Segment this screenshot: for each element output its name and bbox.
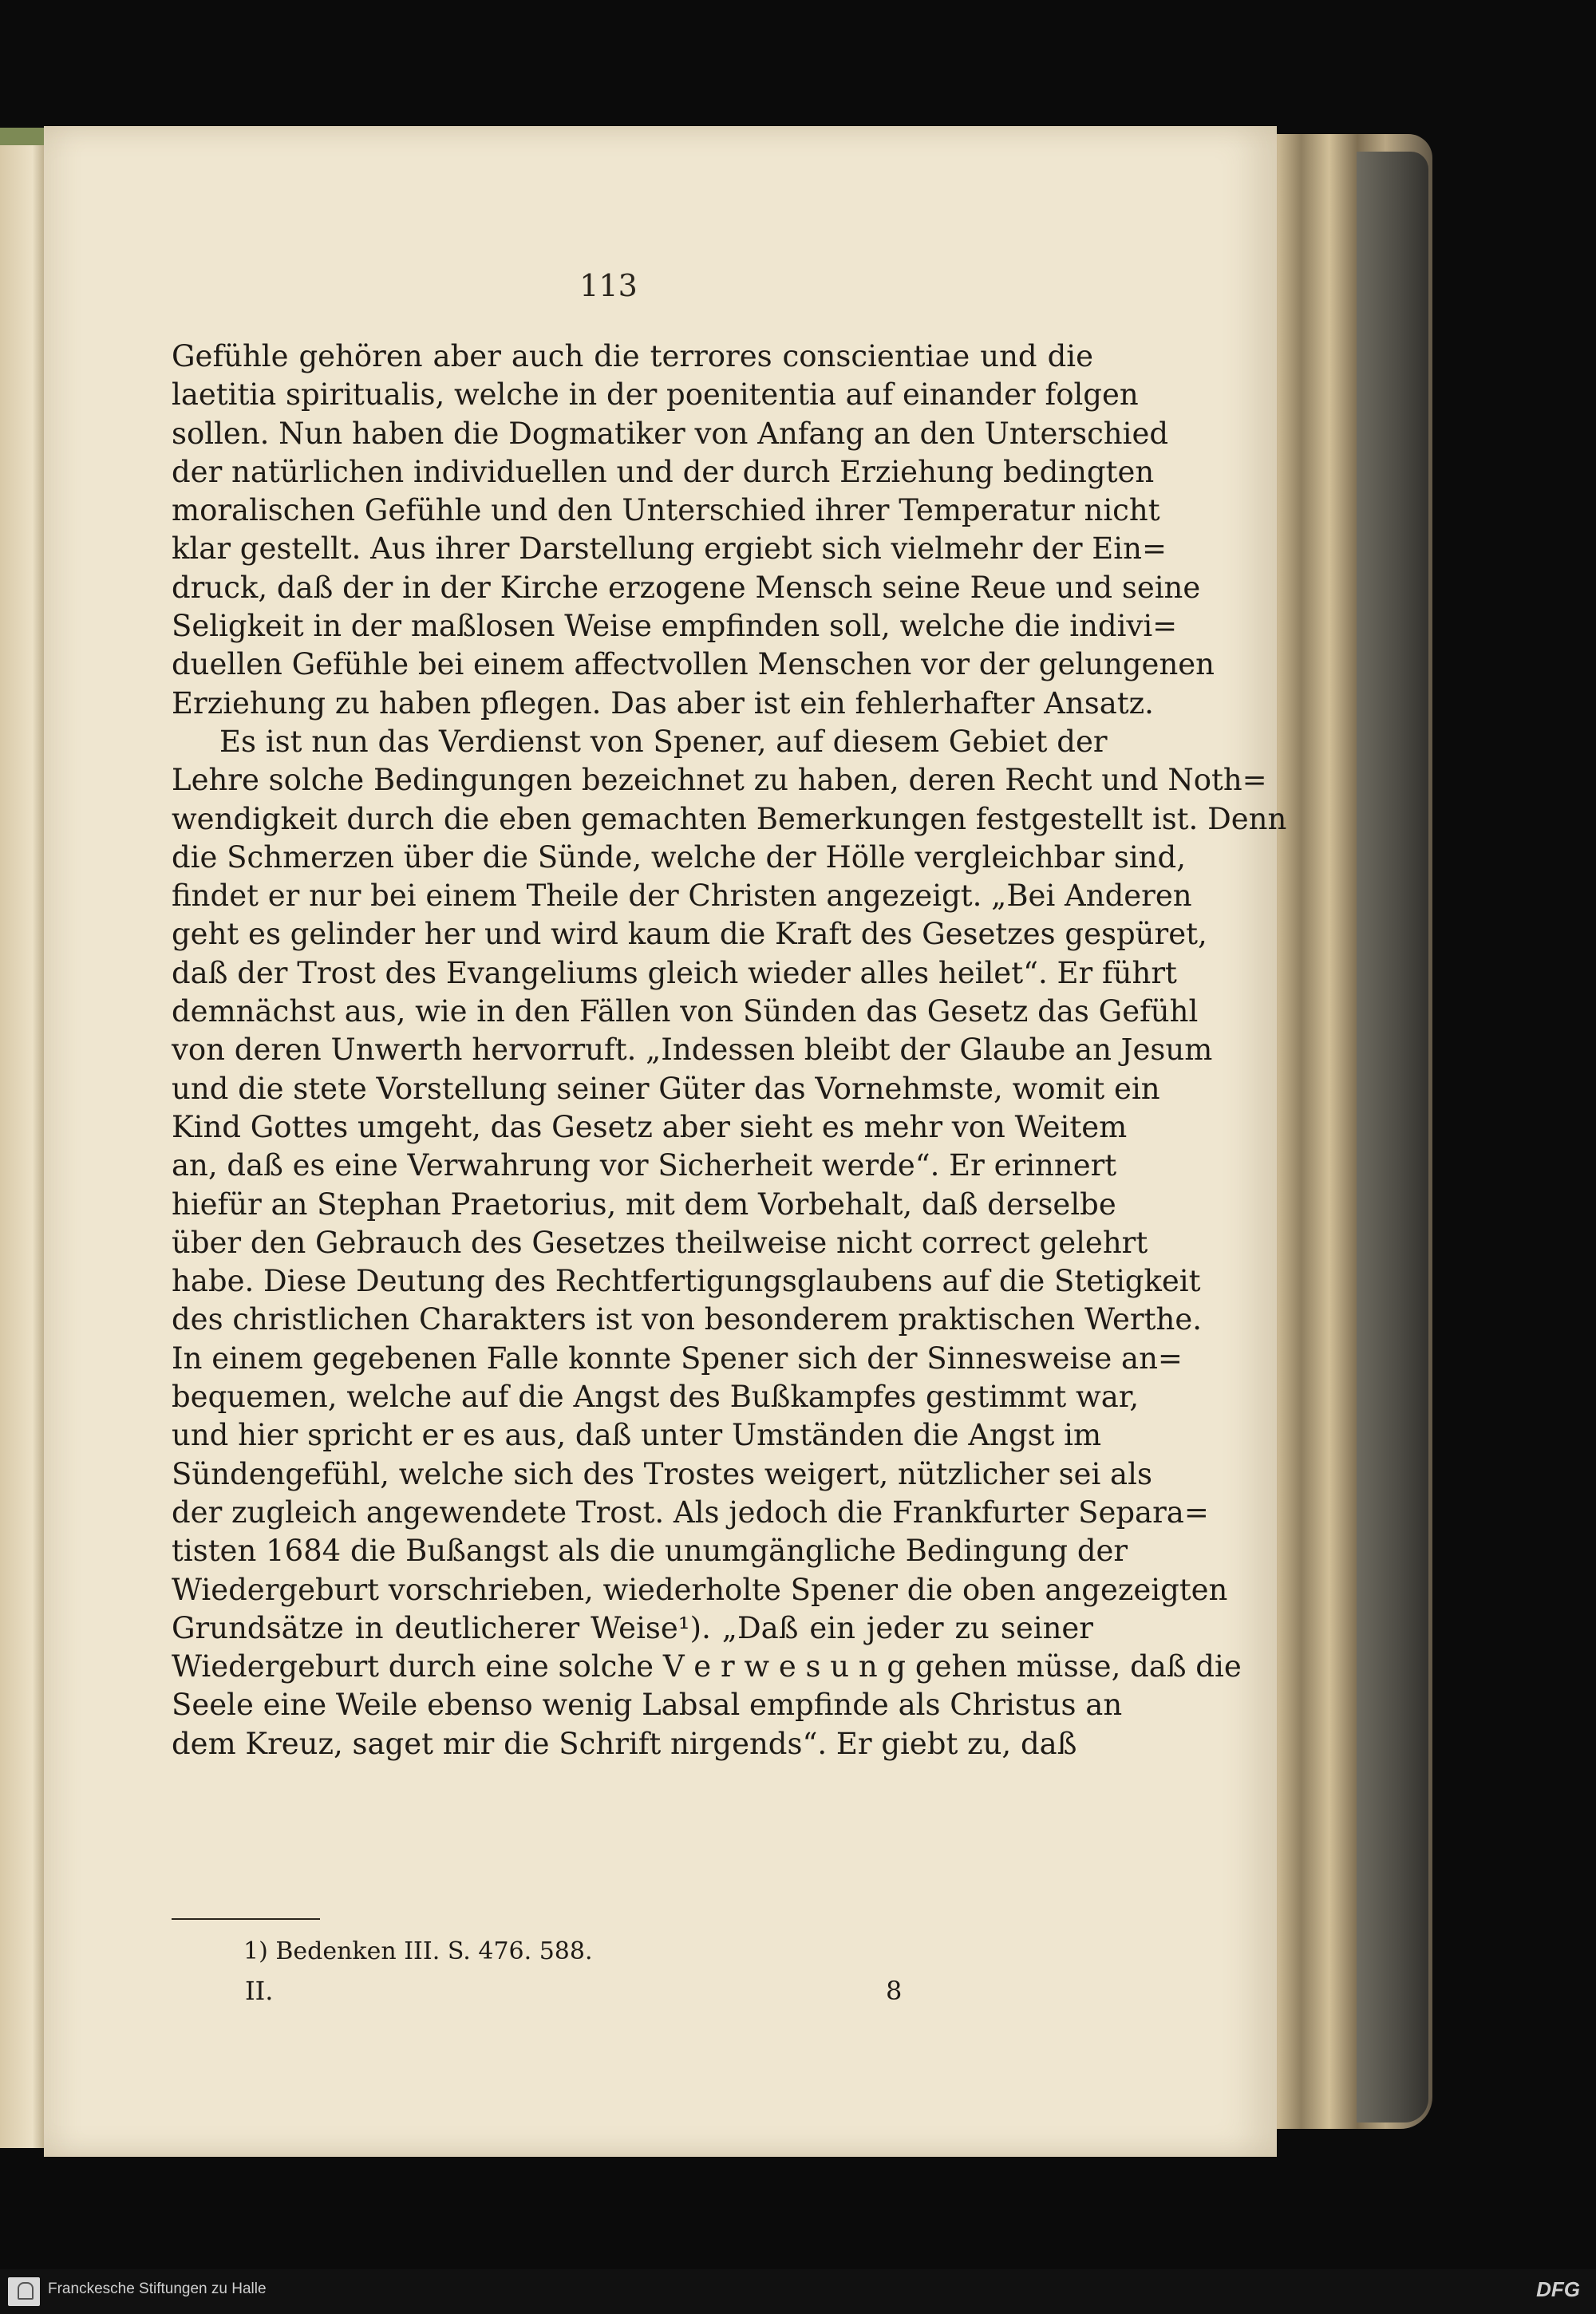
text-line: klar gestellt. Aus ihrer Darstellung ergiebt sich vielmehr der Ein= <box>172 531 1167 567</box>
text-line: die Schmerzen über die Sünde, welche der Hölle vergleichbar sind, <box>172 839 1186 875</box>
text-line: Kind Gottes umgeht, das Gesetz aber sieht es mehr von Weitem <box>172 1109 1128 1144</box>
text-line: laetitia spiritualis, welche in der poenitentia auf einander folgen <box>172 377 1139 413</box>
text-line: findet er nur bei einem Theile der Christen angezeigt. „Bei Anderen <box>172 879 1192 914</box>
book-page <box>44 126 1287 2157</box>
signature-mark: II. <box>245 1976 274 2006</box>
text-line: In einem gegebenen Falle konnte Spener sich der Sinnesweise an= <box>172 1341 1183 1376</box>
text-line: duellen Gefühle bei einem affectvollen Menschen vor der gelungenen <box>172 647 1215 682</box>
text-line: Seligkeit in der maßlosen Weise empfinden soll, welche die indivi= <box>172 609 1178 644</box>
text-line: Wiedergeburt durch eine solche V e r w e s u n g gehen müsse, daß die <box>172 1649 1242 1684</box>
text-line: bequemen, welche auf die Angst des Bußkampfes gestimmt war, <box>172 1380 1140 1415</box>
footnote-divider <box>172 1918 320 1920</box>
text-line: sollen. Nun haben die Dogmatiker von Anfang an den Unterschied <box>172 416 1169 451</box>
text-line: tisten 1684 die Bußangst als die unumgängliche Bedingung der <box>172 1534 1128 1569</box>
text-line: und die stete Vorstellung seiner Güter das Vornehmste, womit ein <box>172 1071 1160 1106</box>
text-line: Wiedergeburt vorschrieben, wiederholte Spener die oben angezeigten <box>172 1572 1228 1607</box>
page-number: 113 <box>579 268 638 303</box>
institution-name[interactable]: Franckesche Stiftungen zu Halle <box>48 2280 267 2297</box>
text-line: wendigkeit durch die eben gemachten Bemerkungen festgestellt ist. Denn <box>172 801 1287 836</box>
sheet-number: 8 <box>886 1976 903 2006</box>
text-line: geht es gelinder her und wird kaum die Kraft des Gesetzes gespüret, <box>172 917 1207 952</box>
text-line: hiefür an Stephan Praetorius, mit dem Vorbehalt, daß derselbe <box>172 1187 1116 1222</box>
text-line: der natürlichen individuellen und der durch Erziehung bedingten <box>172 454 1155 489</box>
foundation-logo-icon <box>8 2277 40 2306</box>
book-cover-edge <box>1357 152 1428 2122</box>
text-line: Sündengefühl, welche sich des Trostes weigert, nützlicher sei als <box>172 1456 1152 1491</box>
text-line: druck, daß der in der Kirche erzogene Mensch seine Reue und seine <box>172 570 1201 605</box>
text-line: Erziehung zu haben pflegen. Das aber ist ein fehlerhafter Ansatz. <box>172 685 1154 721</box>
footnote: 1) Bedenken III. S. 476. 588. <box>243 1937 593 1965</box>
text-line: habe. Diese Deutung des Rechtfertigungsglaubens auf die Stetigkeit <box>172 1264 1201 1299</box>
text-line: demnächst aus, wie in den Fällen von Sünden das Gesetz das Gefühl <box>172 994 1199 1029</box>
text-line: Es ist nun das Verdienst von Spener, auf diesem Gebiet der <box>219 724 1108 759</box>
text-line: Grundsätze in deutlicherer Weise¹). „Daß ein jeder zu seiner <box>172 1610 1093 1645</box>
body-text <box>172 338 1287 1763</box>
text-line: dem Kreuz, saget mir die Schrift nirgends“. Er giebt zu, daß <box>172 1726 1077 1761</box>
dfg-logo: DFG <box>1536 2277 1580 2301</box>
text-line: moralischen Gefühle und den Unterschied ihrer Temperatur nicht <box>172 493 1160 528</box>
text-line: an, daß es eine Verwahrung vor Sicherheit werde“. Er erinnert <box>172 1148 1117 1183</box>
text-line: der zugleich angewendete Trost. Als jedoch die Frankfurter Separa= <box>172 1495 1209 1530</box>
text-line: des christlichen Charakters ist von besonderem praktischen Werthe. <box>172 1302 1202 1337</box>
text-line: Lehre solche Bedingungen bezeichnet zu haben, deren Recht und Noth= <box>172 763 1267 798</box>
text-line: von deren Unwerth hervorruft. „Indessen bleibt der Glaube an Jesum <box>172 1033 1213 1068</box>
footer-bar <box>0 2269 1596 2314</box>
text-line: daß der Trost des Evangeliums gleich wieder alles heilet“. Er führt <box>172 955 1177 990</box>
text-line: Seele eine Weile ebenso wenig Labsal empfinde als Christus an <box>172 1688 1123 1723</box>
text-line: und hier spricht er es aus, daß unter Umständen die Angst im <box>172 1418 1102 1453</box>
text-line: Gefühle gehören aber auch die terrores conscientiae und die <box>172 339 1093 373</box>
left-page-edge <box>0 129 46 2148</box>
text-line: über den Gebrauch des Gesetzes theilweise nicht correct gelehrt <box>172 1225 1148 1260</box>
